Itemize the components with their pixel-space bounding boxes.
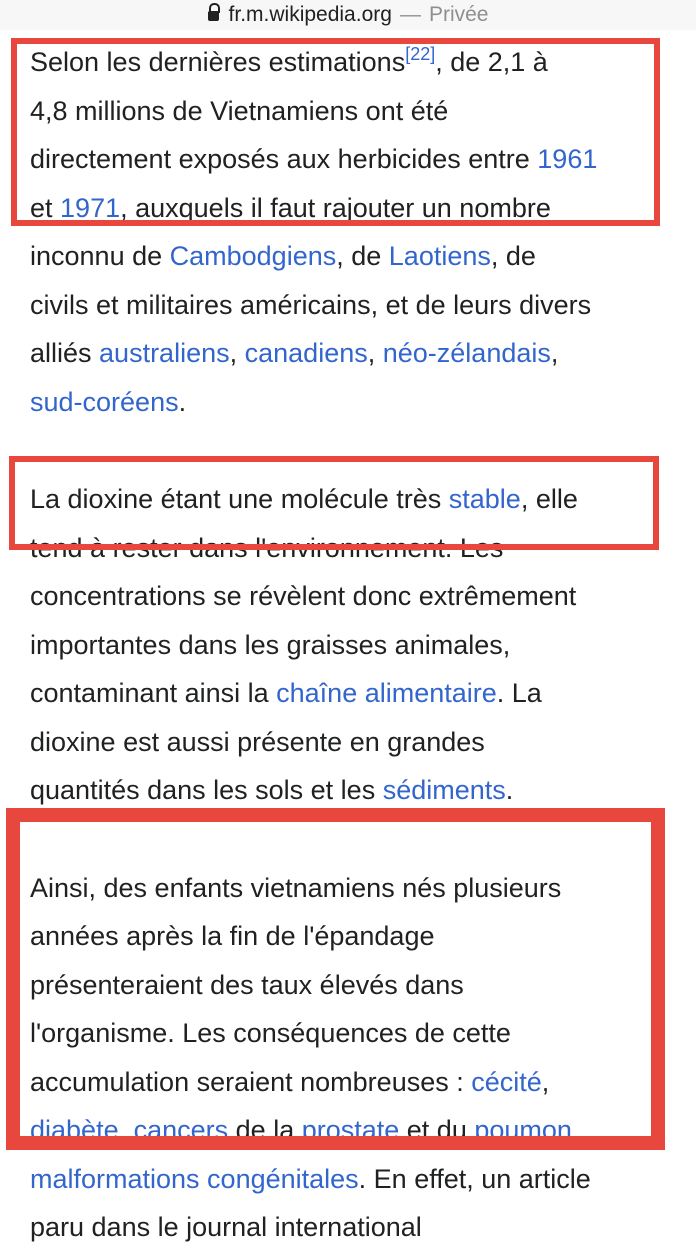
reference-link[interactable]: [22] — [405, 44, 436, 64]
text-line: alliés australiens, canadiens, néo-zélandais, — [30, 338, 559, 368]
text-line: directement exposés aux herbicides entre 1961 — [30, 144, 598, 174]
link-poumon[interactable]: poumon — [474, 1115, 572, 1145]
link-cambodgiens[interactable]: Cambodgiens — [169, 241, 337, 271]
url-domain[interactable]: fr.m.wikipedia.org — [228, 3, 392, 26]
text-line: années après la fin de l'épandage — [30, 921, 435, 951]
text-line: importantes dans les graisses animales, — [30, 629, 511, 660]
text-line: paru dans le journal international — [30, 1212, 422, 1242]
text-line: et 1971, auxquels il faut rajouter un nombre — [30, 192, 551, 223]
link-canadiens[interactable]: canadiens — [244, 338, 368, 368]
highlight-box-1 — [11, 38, 660, 226]
text-line: quantités dans les sols et les sédiments. — [30, 775, 514, 805]
highlight-box-2 — [9, 456, 659, 550]
link-chaine-alimentaire[interactable]: chaîne alimentaire — [276, 678, 497, 708]
link-1961[interactable]: 1961 — [537, 144, 598, 174]
text-line: civils et militaires américains, et de leurs divers — [30, 289, 592, 320]
url-bar[interactable] — [0, 0, 696, 30]
text-line: sud-coréens. — [30, 386, 187, 417]
link-neo-zelandais[interactable]: néo-zélandais — [382, 338, 551, 368]
text-line: La dioxine étant une molécule très stable, elle — [30, 484, 578, 514]
text-line: accumulation seraient nombreuses : cécité, — [30, 1066, 550, 1097]
link-sud-coreens[interactable]: sud-coréens — [30, 386, 179, 417]
text-line: dioxine est aussi présente en grandes — [30, 726, 485, 757]
link-cecite[interactable]: cécité — [471, 1066, 542, 1097]
link-diabete[interactable]: diabète — [30, 1115, 119, 1145]
link-prostate[interactable]: prostate — [301, 1115, 400, 1145]
text-line: 4,8 millions de Vietnamiens ont été — [30, 95, 449, 126]
text-line: malformations congénitales. En effet, un article — [30, 1163, 591, 1194]
text-line: inconnu de Cambodgiens, de Laotiens, de — [30, 241, 536, 271]
link-stable[interactable]: stable — [448, 484, 521, 514]
url-separator: — — [399, 3, 421, 26]
text-line: concentrations se révèlent donc extrêmement — [30, 581, 577, 611]
link-australiens[interactable]: australiens — [99, 338, 230, 368]
text-line: tend à rester dans l'environnement. Les — [30, 532, 504, 563]
text-line: Ainsi, des enfants vietnamiens nés plusieurs — [30, 872, 562, 903]
private-mode-label: Privée — [428, 3, 489, 26]
highlight-box-3 — [6, 808, 665, 1150]
text-line: présenteraient des taux élevés dans — [30, 969, 464, 1000]
text-line: l'organisme. Les conséquences de cette — [30, 1018, 511, 1048]
text-line: diabète, cancers de la prostate et du poumon, — [30, 1115, 580, 1145]
lock-icon — [208, 9, 219, 23]
link-cancers[interactable]: cancers — [133, 1115, 229, 1145]
link-sediments[interactable]: sédiments — [382, 775, 506, 805]
link-malformations-congenitales[interactable]: malformations congénitales — [30, 1163, 359, 1194]
text-line: Selon les dernières estimations[22], de 2,1 à — [30, 44, 548, 77]
text-line: contaminant ainsi la chaîne alimentaire. La — [30, 678, 542, 708]
link-1971[interactable]: 1971 — [60, 192, 121, 223]
link-laotiens[interactable]: Laotiens — [388, 241, 491, 271]
